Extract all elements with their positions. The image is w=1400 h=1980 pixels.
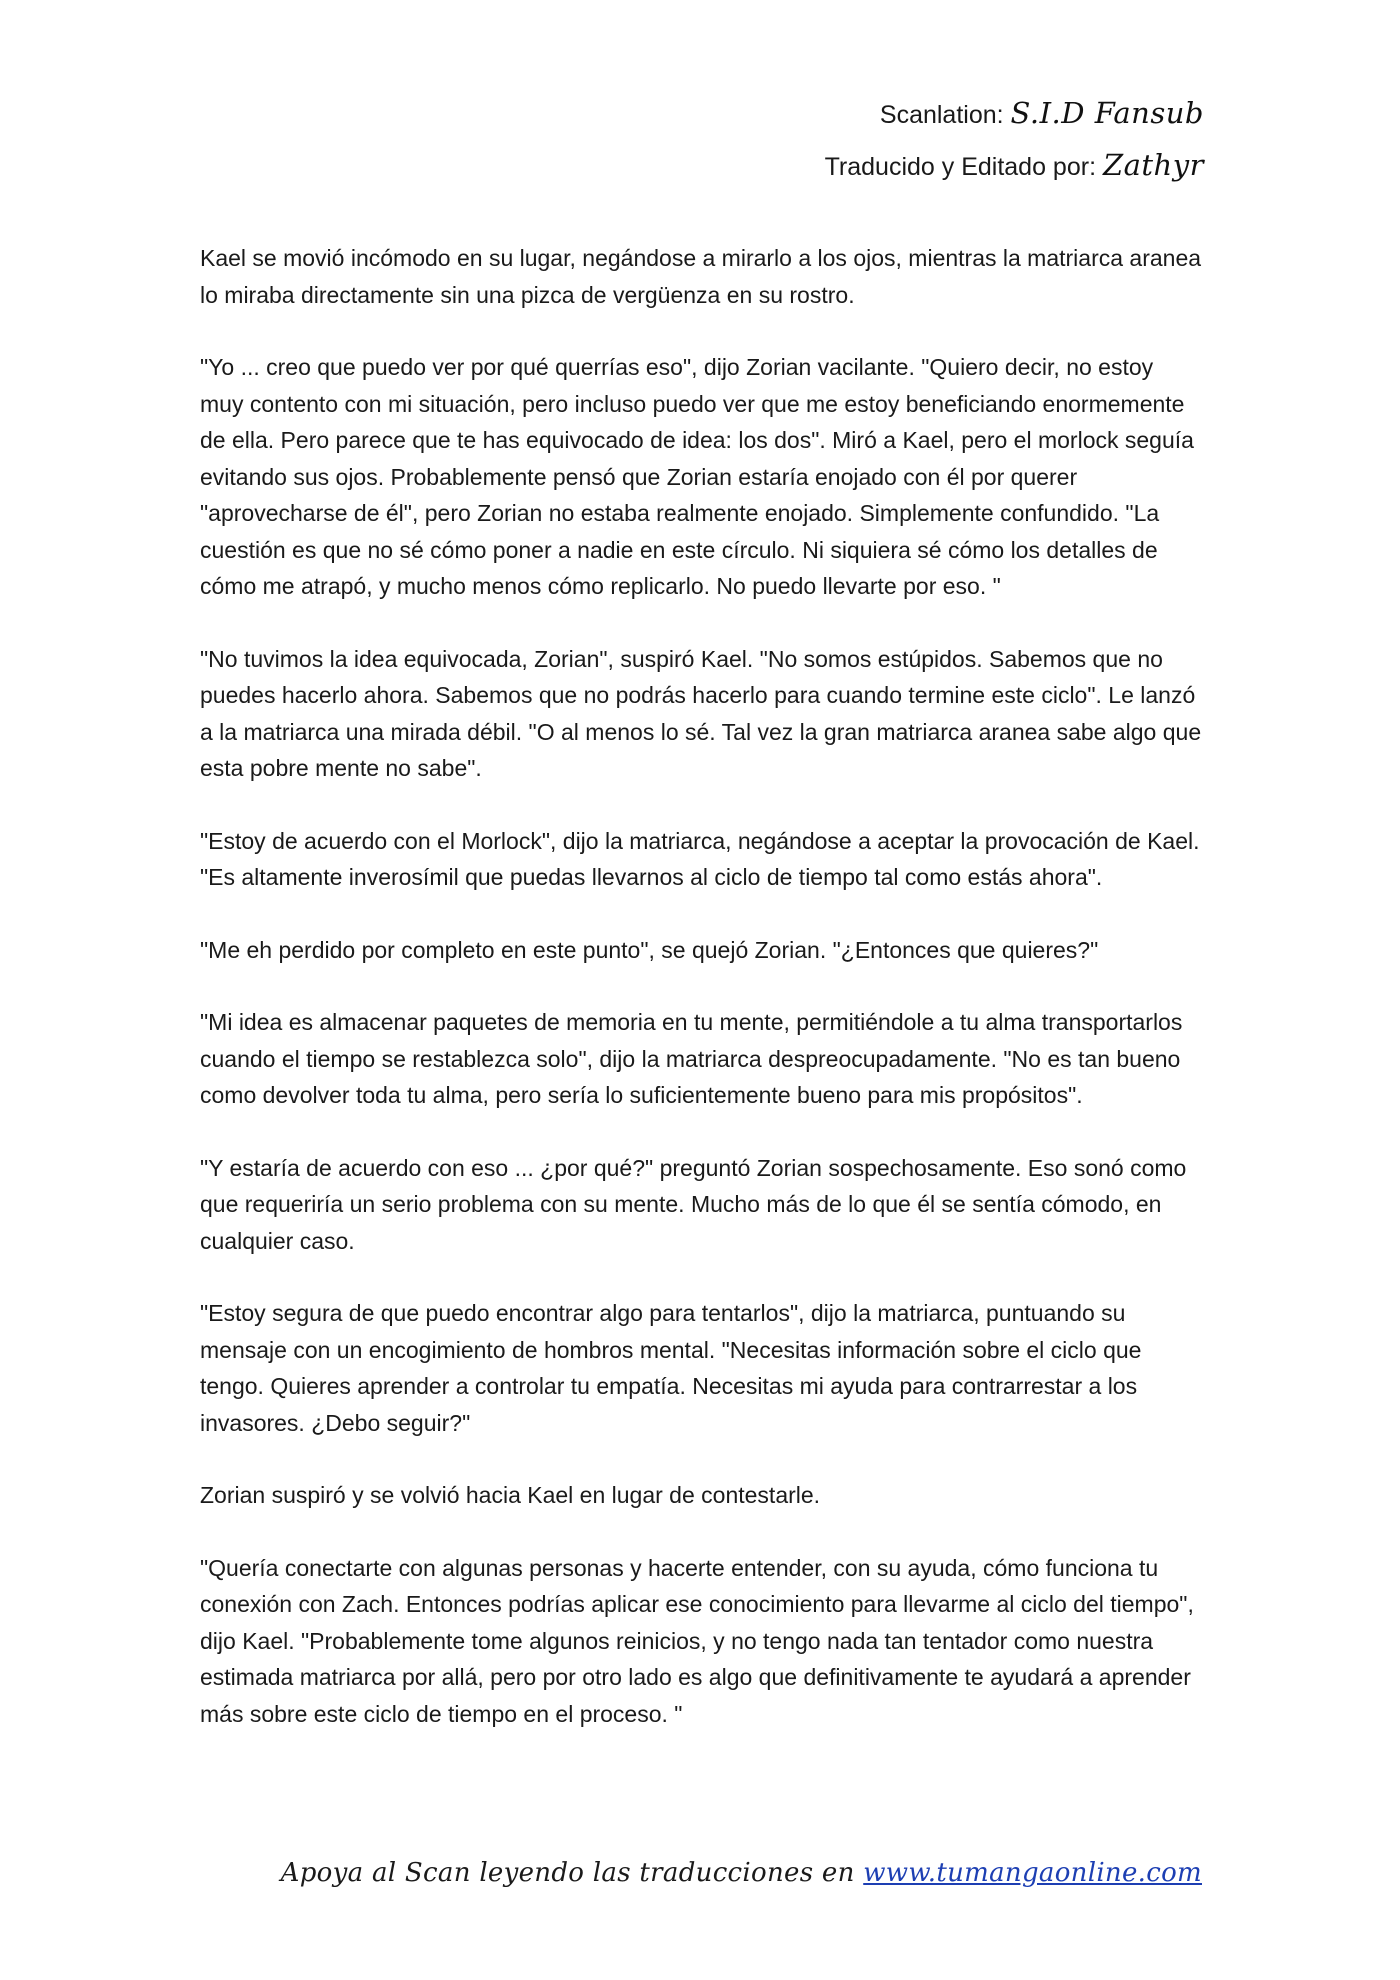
paragraph-2: "Yo ... creo que puedo ver por qué querrías eso", dijo Zorian vacilante. "Quiero decir, no estoy muy contento con mi situación, pero incluso puedo ver que me estoy beneficiando enormemente de ella. Pero parece que te has equivocado de idea: los dos". Miró a Kael, pero el morlock seguía evitando sus ojos. Probablemente pensó que Zorian estaría enojado con él por querer "aprovecharse de él", pero Zorian no estaba realmente enojado. Simplemente confundido. "La cuestión es que no sé cómo poner a nadie en este círculo. Ni siquiera sé cómo los detalles de cómo me atrapó, y mucho menos cómo replicarlo. No puedo llevarte por eso. " (200, 354, 1194, 599)
paragraph-9: Zorian suspiró y se volvió hacia Kael en lugar de contestarle. (200, 1482, 821, 1508)
paragraph-8: "Estoy segura de que puedo encontrar algo para tentarlos", dijo la matriarca, puntuando su mensaje con un encogimiento de hombros mental. "Necesitas información sobre el ciclo que tengo. Quieres aprender a controlar tu empatía. Necesitas mi ayuda para contrarrestar a los invasores. ¿Debo seguir?" (200, 1300, 1142, 1436)
paragraph-7: "Y estaría de acuerdo con eso ... ¿por qué?" preguntó Zorian sospechosamente. Eso sonó como que requeriría un serio problema con su mente. Mucho más de lo que él se sentía cómodo, en cualquier caso. (200, 1154, 1187, 1254)
story-text (200, 240, 1202, 1768)
scanlation-label: Scanlation: (879, 101, 1004, 129)
paragraph-3: "No tuvimos la idea equivocada, Zorian", suspiró Kael. "No somos estúpidos. Sabemos que no puedes hacerlo ahora. Sabemos que no podrás hacerlo para cuando termine este ciclo". Le lanzó a la matriarca una mirada débil. "O al menos lo sé. Tal vez la gran matriarca aranea sabe algo que esta pobre mente no sabe". (200, 645, 1202, 781)
paragraph-1: Kael se movió incómodo en su lugar, negándose a mirarlo a los ojos, mientras la matriarca aranea lo miraba directamente sin una pizca de vergüenza en su rostro. (200, 245, 1202, 308)
translator-label: Traducido y Editado por: (824, 153, 1097, 181)
paragraph-4: "Estoy de acuerdo con el Morlock", dijo la matriarca, negándose a aceptar la provocación de Kael. "Es altamente inverosímil que puedas llevarnos al ciclo de tiempo tal como estás ahora". (200, 827, 1200, 890)
paragraph-5: "Me eh perdido por completo en este punto", se quejó Zorian. "¿Entonces que quieres?" (200, 936, 1099, 963)
paragraph-10: "Quería conectarte con algunas personas y hacerte entender, con su ayuda, cómo funciona tu conexión con Zach. Entonces podrías aplicar ese conocimiento para llevarme al ciclo del tiempo", dijo Kael. "Probablemente tome algunos reinicios, y no tengo nada tan tentador como nuestra estimada matriarca por allá, pero por otro lado es algo que definitivamente te ayudará a aprender más sobre este ciclo de tiempo en el proceso. " (200, 1554, 1194, 1727)
translator-name: Zathyr (1102, 148, 1204, 182)
support-footer (281, 1858, 1202, 1888)
translator-credit (825, 140, 1204, 192)
footer-text: Apoya al Scan leyendo las traducciones en (280, 1858, 864, 1888)
tumangaonline-link[interactable]: www.tumangaonline.com (863, 1858, 1202, 1888)
paragraph-6: "Mi idea es almacenar paquetes de memoria en tu mente, permitiéndole a tu alma transportarlos cuando el tiempo se restablezca solo", dijo la matriarca despreocupadamente. "No es tan bueno como devolver toda tu alma, pero sería lo suficientemente bueno para mis propósitos". (200, 1009, 1183, 1108)
scanlation-credit (825, 88, 1204, 140)
scanlation-group-name: S.I.D Fansub (1010, 96, 1204, 130)
credits-header (825, 88, 1204, 192)
